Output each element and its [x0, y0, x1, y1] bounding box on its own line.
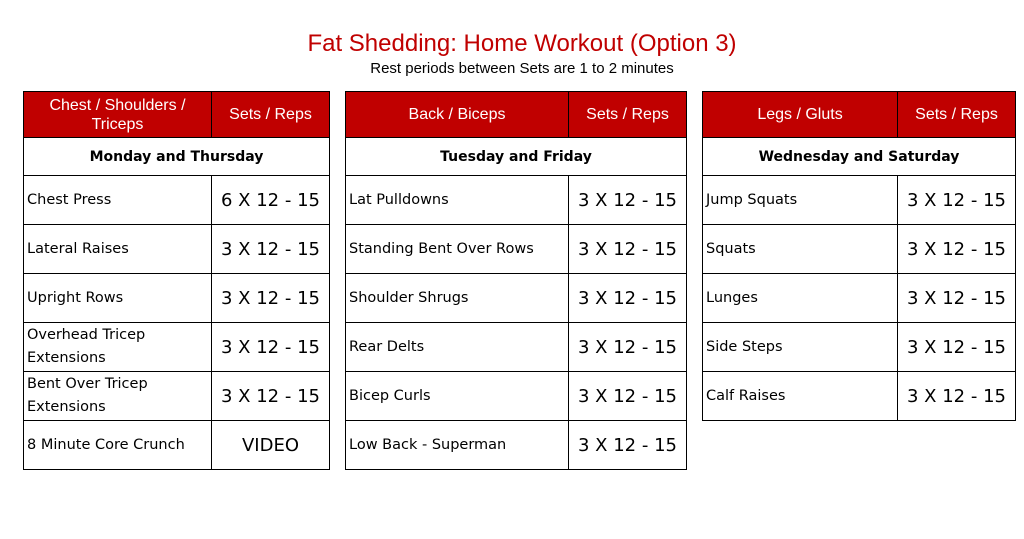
table-row [24, 421, 330, 470]
sets-reps-header: Sets / Reps [569, 92, 687, 138]
muscle-group-header: Back / Biceps [346, 92, 569, 138]
exercise-name: Calf Raises [703, 372, 898, 421]
sets-reps-value: 3 X 12 - 15 [212, 274, 330, 323]
days-row [24, 138, 330, 176]
table-row [346, 225, 687, 274]
table-header-row [24, 92, 330, 138]
exercise-name: Jump Squats [703, 176, 898, 225]
sets-reps-value: 6 X 12 - 15 [212, 176, 330, 225]
table-row [346, 274, 687, 323]
sets-reps-value: 3 X 12 - 15 [898, 372, 1016, 421]
table-row [24, 323, 330, 372]
table-row [703, 225, 1016, 274]
workout-table-legs [702, 91, 1016, 421]
table-row [24, 176, 330, 225]
table-row [24, 372, 330, 421]
table-row [346, 323, 687, 372]
sets-reps-value: 3 X 12 - 15 [212, 225, 330, 274]
days-label: Tuesday and Friday [346, 138, 687, 176]
exercise-name: Chest Press [24, 176, 212, 225]
exercise-name: Shoulder Shrugs [346, 274, 569, 323]
sets-reps-value: 3 X 12 - 15 [569, 323, 687, 372]
table-row [703, 323, 1016, 372]
table-row [346, 176, 687, 225]
exercise-name: Bicep Curls [346, 372, 569, 421]
sets-reps-value: 3 X 12 - 15 [569, 421, 687, 470]
sets-reps-value: 3 X 12 - 15 [212, 323, 330, 372]
table-row [703, 372, 1016, 421]
sets-reps-value: 3 X 12 - 15 [898, 225, 1016, 274]
table-row [24, 225, 330, 274]
table-row [703, 274, 1016, 323]
exercise-name: Low Back - Superman [346, 421, 569, 470]
table-row [24, 274, 330, 323]
table-row [703, 176, 1016, 225]
sets-reps-header: Sets / Reps [212, 92, 330, 138]
workout-table-back [345, 91, 687, 470]
exercise-name: 8 Minute Core Crunch [24, 421, 212, 470]
exercise-name: Lateral Raises [24, 225, 212, 274]
table-header-row [703, 92, 1016, 138]
exercise-name: Bent Over Tricep Extensions [24, 372, 212, 421]
sets-reps-value: 3 X 12 - 15 [212, 372, 330, 421]
exercise-name: Upright Rows [24, 274, 212, 323]
exercise-name: Standing Bent Over Rows [346, 225, 569, 274]
page-title: Fat Shedding: Home Workout (Option 3) [307, 30, 737, 57]
exercise-name: Squats [703, 225, 898, 274]
exercise-name: Rear Delts [346, 323, 569, 372]
sets-reps-value: VIDEO [212, 421, 330, 470]
table-row [346, 372, 687, 421]
table-header-row [346, 92, 687, 138]
workout-table-chest [23, 91, 330, 470]
exercise-name: Overhead Tricep Extensions [24, 323, 212, 372]
days-label: Monday and Thursday [24, 138, 330, 176]
muscle-group-header: Chest / Shoulders / Triceps [24, 92, 212, 138]
sets-reps-value: 3 X 12 - 15 [569, 372, 687, 421]
days-label: Wednesday and Saturday [703, 138, 1016, 176]
muscle-group-header: Legs / Gluts [703, 92, 898, 138]
sets-reps-value: 3 X 12 - 15 [898, 274, 1016, 323]
sets-reps-value: 3 X 12 - 15 [898, 323, 1016, 372]
table-row [346, 421, 687, 470]
sets-reps-value: 3 X 12 - 15 [898, 176, 1016, 225]
sets-reps-value: 3 X 12 - 15 [569, 274, 687, 323]
days-row [703, 138, 1016, 176]
sets-reps-value: 3 X 12 - 15 [569, 176, 687, 225]
exercise-name: Lunges [703, 274, 898, 323]
exercise-name: Lat Pulldowns [346, 176, 569, 225]
sets-reps-header: Sets / Reps [898, 92, 1016, 138]
page-subtitle: Rest periods between Sets are 1 to 2 minutes [370, 60, 674, 77]
days-row [346, 138, 687, 176]
exercise-name: Side Steps [703, 323, 898, 372]
sets-reps-value: 3 X 12 - 15 [569, 225, 687, 274]
